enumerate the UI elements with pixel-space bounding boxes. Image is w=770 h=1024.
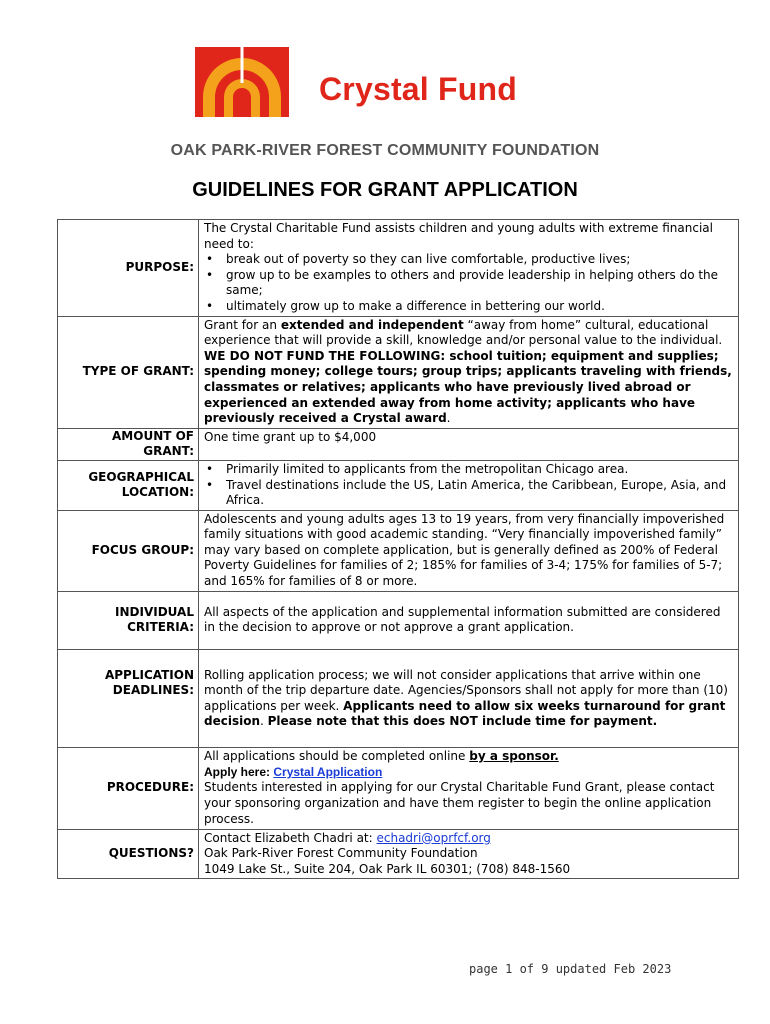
crystal-fund-logo [195,47,575,117]
address-line: 1049 Lake St., Suite 204, Oak Park IL 60301; (708) 848-1560 [204,861,571,876]
list-item: • grow up to be examples to others and provide leadership in helping others do the same; [204,268,734,299]
apply-label: Apply here: [204,764,274,779]
row-type-of-grant [58,316,739,428]
list-item: • break out of poverty so they can live comfortable, productive lives; [204,252,734,268]
label-focus-group: FOCUS GROUP: [58,510,199,591]
brand-name: Crystal Fund [319,71,517,107]
procedure-line-1 [204,749,734,765]
crystal-application-link[interactable]: Crystal Application [273,764,383,779]
deadlines-text-1: Rolling application process; we will not consider applications that arrive within one month of the trip departure date. Agencies/Sponsors shall not apply for more than (10) applications per week. [204,667,728,713]
label-individual-criteria: INDIVIDUAL CRITERIA: [58,591,199,649]
list-item: • Primarily limited to applicants from the metropolitan Chicago area. [204,462,734,478]
value-procedure [199,747,739,829]
label-type-of-grant: TYPE OF GRANT: [58,316,199,428]
type-bold-1: extended and independent [280,317,464,332]
row-focus-group [58,510,739,591]
label-procedure: PROCEDURE: [58,747,199,829]
list-item: • Travel destinations include the US, Latin America, the Caribbean, Europe, Asia, and Africa. [204,478,734,509]
deadlines-bold-1: Applicants need to allow six weeks turnaround for grant decision [204,698,726,729]
value-amount: One time grant up to $4,000 [199,428,739,460]
deadlines-text-2: . [260,714,268,729]
row-procedure [58,747,739,829]
label-application-deadlines: APPLICATION DEADLINES: [58,649,199,747]
value-geographical-location [199,460,739,510]
value-type-of-grant [199,316,739,428]
purpose-intro: The Crystal Charitable Fund assists children and young adults with extreme financial need to: [204,221,713,251]
value-focus-group: Adolescents and young adults ages 13 to 19 years, from very financially impoverished family situations with good academic standing. “Very financially impoverished family” may vary based on complete application, but is generally defined as 200% of Federal Poverty Guidelines for families of 2; 185% for families of 3-4; 175% for families of 5-7; and 165% for families of 8 or more. [199,510,739,591]
row-purpose [58,220,739,317]
page-footer: page 1 of 9 updated Feb 2023 [469,962,672,976]
row-geographical-location [58,460,739,510]
type-text-3: . [446,411,451,426]
label-geographical-location: GEOGRAPHICAL LOCATION: [58,460,199,510]
email-link[interactable]: echadri@oprfcf.org [376,830,491,845]
guidelines-table [57,219,739,879]
deadlines-bold-2: Please note that this does NOT include time for payment. [267,714,658,729]
type-text-1: Grant for an [204,317,281,332]
contact-line [204,831,734,847]
value-questions [199,829,739,879]
label-purpose: PURPOSE: [58,220,199,317]
procedure-by-sponsor: by a sponsor. [469,749,559,764]
value-individual-criteria: All aspects of the application and supplemental information submitted are considered in the decision to approve or not approve a grant application. [199,591,739,649]
geo-bullets [204,462,734,509]
contact-text: Contact Elizabeth Chadri at: [204,830,377,845]
page-title: GUIDELINES FOR GRANT APPLICATION [192,179,578,201]
procedure-text-1: All applications should be completed online [204,749,470,764]
list-item: • ultimately grow up to make a difference in bettering our world. [204,299,734,315]
purpose-bullets [204,252,734,314]
value-application-deadlines [199,649,739,747]
organization-name: OAK PARK-RIVER FOREST COMMUNITY FOUNDATION [170,142,600,159]
row-amount [58,428,739,460]
procedure-apply-line [204,765,734,781]
label-amount: AMOUNT OF GRANT: [58,428,199,460]
value-purpose [199,220,739,317]
procedure-text-2: Students interested in applying for our Crystal Charitable Fund Grant, please contact your sponsoring organization and have them register to begin the online application process. [204,780,715,826]
label-questions: QUESTIONS? [58,829,199,879]
type-exclusions: WE DO NOT FUND THE FOLLOWING: school tuition; equipment and supplies; spending money; college tours; group trips; applicants traveling with friends, classmates or relatives; applicants who have previously lived abroad or experienced an extended away from home activity; applicants who have previously received a Crystal award [204,348,732,426]
crystal-fund-logo-mark-icon [195,47,289,117]
row-individual-criteria [58,591,739,649]
org-line: Oak Park-River Forest Community Foundation [204,846,478,861]
type-text-2: “away from home” cultural, educational experience that will provide a skill, knowledge and/or personal value to the individual. [204,317,723,348]
row-application-deadlines [58,649,739,747]
row-questions [58,829,739,879]
